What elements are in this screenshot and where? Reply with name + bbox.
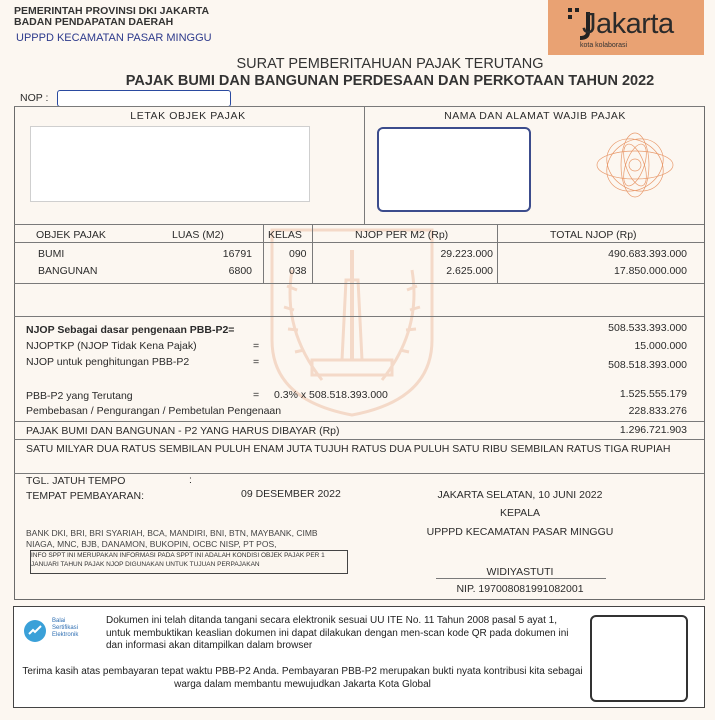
notice-box: INFO SPPT INI MERUPAKAN INFORMASI PADA SPPT INI ADALAH KONDISI OBJEK PAJAK PER 1 JANUARI TAHUN PAJAK NJOP DIGUNAKAN UNTUK TUJUAN PERPAJAKAN [30,550,348,574]
divider [14,106,704,107]
pbb-formula: 0.3% x 508.518.393.000 [274,389,388,401]
njop-base-value: 508.533.393.000 [608,322,687,334]
bsre-text: Elektronik [52,632,79,638]
signature-office: UPPPD KECAMATAN PASAR MINGGU [426,526,614,538]
njoptkp-eq: = [253,340,260,352]
njop-calc-eq: = [253,356,260,368]
table-header-cell: LUAS (M2) [172,229,224,241]
signature-line [436,578,606,579]
signature-place-date: JAKARTA SELATAN, 10 JUNI 2022 [437,489,603,501]
divider [497,224,498,283]
signatory-nip: NIP. 197008081991082001 [456,583,584,595]
divider [364,106,365,224]
payment-place-label: TEMPAT PEMBAYARAN: [26,490,145,502]
njop-calc-label: NJOP untuk penghitungan PBB-P2 [26,356,190,368]
due-label: PAJAK BUMI DAN BANGUNAN - P2 YANG HARUS DIBAYAR (Rp) [26,425,340,437]
owner-heading: NAMA DAN ALAMAT WAJIB PAJAK [444,110,626,122]
table-header-cell: OBJEK PAJAK [36,229,106,241]
qr-code-redacted [590,615,688,702]
njoptkp-label: NJOPTKP (NJOP Tidak Kena Pajak) [26,340,197,352]
due-value: 1.296.721.903 [619,424,687,436]
divider [14,439,704,440]
location-redacted [30,126,310,202]
pbb-value: 1.525.555.179 [619,388,687,400]
relief-label: Pembebasan / Pengurangan / Pembetulan Pengenaan [26,405,282,417]
bsre-logo [22,616,102,646]
njop-base-label: NJOP Sebagai dasar pengenaan PBB-P2= [26,324,235,336]
table-cell: 2.625.000 [446,265,493,277]
signature-title: KEPALA [499,507,541,519]
divider [14,242,704,243]
divider [14,283,704,284]
table-cell: 090 [289,248,307,260]
logo-wordmark: Jakarta [582,8,674,40]
thanks-notice: Terima kasih atas pembayaran tepat waktu PBB-P2 Anda. Pembayaran PBB-P2 merupakan bukti nyata kontribusi kita sebagai warga dalam membantu mewujudkan Jakarta Kota Global [22,666,583,690]
title-line-1: SURAT PEMBERITAHUAN PAJAK TERUTANG [236,56,544,72]
owner-redacted [377,127,531,212]
relief-value: 228.833.276 [628,405,687,417]
nop-field [57,90,231,107]
logo-tagline: kota kolaborasi [580,42,628,49]
table-header-cell: TOTAL NJOP (Rp) [550,229,637,241]
table-cell: BUMI [38,248,65,260]
pbb-label: PBB-P2 yang Terutang [26,390,133,402]
table-cell: 17.850.000.000 [614,265,687,277]
location-heading: LETAK OBJEK PAJAK [130,110,246,122]
table-cell: 29.223.000 [440,248,493,260]
divider [14,316,704,317]
esign-notice: Dokumen ini telah ditanda tangani secara elektronik sesuai UU ITE No. 11 Tahun 2008 pasal 5 ayat 1, untuk membuktikan keaslian dokumen ini dapat dilakukan dengan men-scan kode QR pada dokumen ini dan informasi akan ditampilkan dalam browser [106,615,569,651]
table-header-cell: NJOP PER M2 (Rp) [355,229,449,241]
njoptkp-value: 15.000.000 [634,340,687,352]
due-date-sep: : [189,474,192,486]
province-label: PEMERINTAH PROVINSI DKI JAKARTA [14,5,210,17]
agency-label: BADAN PENDAPATAN DAERAH [14,16,174,28]
table-header-cell: KELAS [268,229,302,241]
ornament-icon [592,130,678,200]
divider [14,224,704,225]
njop-calc-value: 508.518.393.000 [608,359,687,371]
divider [312,224,313,283]
pbb-eq: = [253,389,260,401]
due-date-value: 09 DESEMBER 2022 [241,488,341,500]
signatory-name: WIDIYASTUTI [486,566,554,578]
divider [14,421,704,422]
table-cell: BANGUNAN [38,265,98,277]
amount-in-words: SATU MILYAR DUA RATUS SEMBILAN PULUH ENAM JUTA TUJUH RATUS DUA PULUH SATU RIBU SEMBILAN RATUS TIGA RUPIAH [26,443,671,455]
bsre-text: Sertifikasi [52,625,79,631]
office-label: UPPPD KECAMATAN PASAR MINGGU [16,32,212,44]
jakarta-logo [548,0,704,55]
bsre-emblem-icon [22,618,48,644]
table-cell: 038 [289,265,307,277]
table-cell: 490.683.393.000 [608,248,687,260]
nop-label: NOP : [20,92,49,104]
table-cell: 6800 [228,265,252,277]
payment-banks: BANK DKI, BRI, BRI SYARIAH, BCA, MANDIRI, BNI, BTN, MAYBANK, CIMB NIAGA, MNC, BJB, DANAMON, BUKOPIN, OCBC NISP, PT POS, [26,528,318,549]
divider [14,473,704,474]
divider [263,224,264,283]
bsre-text: Balai [52,618,66,624]
due-date-label: TGL. JATUH TEMPO [26,475,126,487]
title-line-2: PAJAK BUMI DAN BANGUNAN PERDESAAN DAN PERKOTAAN TAHUN 2022 [125,73,655,89]
table-cell: 16791 [222,248,252,260]
